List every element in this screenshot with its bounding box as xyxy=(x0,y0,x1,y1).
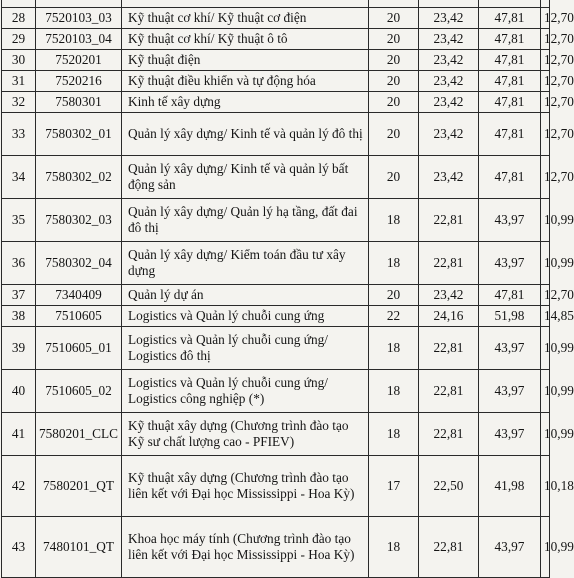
score-value: 23,42 xyxy=(419,113,479,156)
program-name: Kinh tế xây dựng xyxy=(122,92,369,113)
table-row xyxy=(2,71,550,92)
score-value-2: 47,81 xyxy=(479,50,541,71)
program-name: Logistics và Quản lý chuỗi cung ứng/ Logistics đô thị xyxy=(122,327,369,370)
program-code: 7580201_CLC xyxy=(36,413,122,456)
quota-value: 17 xyxy=(369,456,419,517)
quota-value: 20 xyxy=(369,156,419,199)
quota-value: 20 xyxy=(369,113,419,156)
score-value: 23,42 xyxy=(419,8,479,29)
program-name: Quản lý xây dựng/ Kinh tế và quản lý đô thị xyxy=(122,113,369,156)
score-value-2: 47,81 xyxy=(479,285,541,306)
score-value-3: 14,85 xyxy=(541,306,550,327)
program-name: Kỹ thuật xây dựng (Chương trình đào tạo liên kết với Đại học Mississippi - Hoa Kỳ) xyxy=(122,456,369,517)
quota-value: 18 xyxy=(369,242,419,285)
score-value-2: 47,81 xyxy=(479,29,541,50)
table-row xyxy=(2,242,550,285)
score-value-3: 10,99 xyxy=(541,413,550,456)
score-value-3: 10,18 xyxy=(541,456,550,517)
row-index: 42 xyxy=(2,456,36,517)
row-index: 35 xyxy=(2,199,36,242)
program-name: Quản lý dự án xyxy=(122,285,369,306)
table-row xyxy=(2,370,550,413)
program-code: 7480101_QT xyxy=(36,517,122,578)
score-value: 23,42 xyxy=(419,71,479,92)
program-code: 7580302_01 xyxy=(36,113,122,156)
program-code: 7510605_01 xyxy=(36,327,122,370)
quota-value: 18 xyxy=(369,327,419,370)
table-row xyxy=(2,285,550,306)
program-name: Logistics và Quản lý chuỗi cung ứng/ Logistics công nghiệp (*) xyxy=(122,370,369,413)
row-index: 41 xyxy=(2,413,36,456)
program-name: Logistics và Quản lý chuỗi cung ứng xyxy=(122,306,369,327)
score-value: 22,81 xyxy=(419,199,479,242)
score-value-3: 12,70 xyxy=(541,50,550,71)
program-name: Quản lý xây dựng/ Kinh tế và quản lý bất động sản xyxy=(122,156,369,199)
quota-value: 18 xyxy=(369,370,419,413)
score-value-2: 43,97 xyxy=(479,517,541,578)
row-index: 34 xyxy=(2,156,36,199)
score-value-2: 47,81 xyxy=(479,156,541,199)
score-value-3: 12,70 xyxy=(541,29,550,50)
score-value-2: 43,97 xyxy=(479,370,541,413)
row-index: 33 xyxy=(2,113,36,156)
score-value-2: 43,97 xyxy=(479,413,541,456)
score-value-2: 47,81 xyxy=(479,8,541,29)
score-value-2: 47,81 xyxy=(479,113,541,156)
quota-value: 20 xyxy=(369,8,419,29)
program-code: 7580302_02 xyxy=(36,156,122,199)
score-value-3: 10,99 xyxy=(541,517,550,578)
admission-table xyxy=(1,0,574,578)
table-body xyxy=(2,0,574,578)
program-code: 7520103_04 xyxy=(36,29,122,50)
program-name: Quản lý xây dựng/ Quản lý hạ tầng, đất đai đô thị xyxy=(122,199,369,242)
table-top-edge xyxy=(2,0,550,8)
quota-value: 18 xyxy=(369,199,419,242)
table-row xyxy=(2,199,550,242)
quota-value: 18 xyxy=(369,413,419,456)
quota-value: 20 xyxy=(369,92,419,113)
program-code: 7510605 xyxy=(36,306,122,327)
score-value: 22,50 xyxy=(419,456,479,517)
score-value-3: 12,70 xyxy=(541,156,550,199)
row-index: 30 xyxy=(2,50,36,71)
score-value-3: 10,99 xyxy=(541,370,550,413)
program-name: Kỹ thuật điện xyxy=(122,50,369,71)
score-value-3: 12,70 xyxy=(541,92,550,113)
quota-value: 18 xyxy=(369,517,419,578)
quota-value: 20 xyxy=(369,29,419,50)
table-row xyxy=(2,156,550,199)
table-row xyxy=(2,327,550,370)
row-index: 43 xyxy=(2,517,36,578)
score-value-3: 12,70 xyxy=(541,8,550,29)
score-value: 22,81 xyxy=(419,517,479,578)
quota-value: 20 xyxy=(369,71,419,92)
table-row xyxy=(2,517,550,578)
score-value: 23,42 xyxy=(419,92,479,113)
program-code: 7340409 xyxy=(36,285,122,306)
table-row xyxy=(2,113,550,156)
table-row xyxy=(2,456,550,517)
score-value-3: 10,99 xyxy=(541,242,550,285)
score-value-3: 12,70 xyxy=(541,71,550,92)
table-row xyxy=(2,50,550,71)
score-value: 23,42 xyxy=(419,156,479,199)
program-name: Khoa học máy tính (Chương trình đào tạo liên kết với Đại học Mississippi - Hoa Kỳ) xyxy=(122,517,369,578)
score-value: 23,42 xyxy=(419,285,479,306)
table-row xyxy=(2,306,550,327)
program-code: 7580302_04 xyxy=(36,242,122,285)
score-value-2: 43,97 xyxy=(479,327,541,370)
quota-value: 20 xyxy=(369,50,419,71)
program-code: 7580201_QT xyxy=(36,456,122,517)
program-code: 7520216 xyxy=(36,71,122,92)
row-index: 31 xyxy=(2,71,36,92)
program-code: 7510605_02 xyxy=(36,370,122,413)
table-row xyxy=(2,413,550,456)
table-row xyxy=(2,29,550,50)
program-code: 7580301 xyxy=(36,92,122,113)
score-value-3: 10,99 xyxy=(541,199,550,242)
program-name: Kỹ thuật điều khiển và tự động hóa xyxy=(122,71,369,92)
score-value-2: 47,81 xyxy=(479,92,541,113)
score-value-2: 43,97 xyxy=(479,199,541,242)
row-index: 28 xyxy=(2,8,36,29)
score-value: 22,81 xyxy=(419,370,479,413)
score-value-3: 10,99 xyxy=(541,327,550,370)
quota-value: 20 xyxy=(369,285,419,306)
score-value: 23,42 xyxy=(419,50,479,71)
score-value-2: 51,98 xyxy=(479,306,541,327)
program-name: Kỹ thuật xây dựng (Chương trình đào tạo Kỹ sư chất lượng cao - PFIEV) xyxy=(122,413,369,456)
program-code: 7520103_03 xyxy=(36,8,122,29)
score-value-2: 47,81 xyxy=(479,71,541,92)
score-value-2: 41,98 xyxy=(479,456,541,517)
score-value: 24,16 xyxy=(419,306,479,327)
row-index: 37 xyxy=(2,285,36,306)
score-value: 22,81 xyxy=(419,413,479,456)
score-value-3: 12,70 xyxy=(541,113,550,156)
program-name: Quản lý xây dựng/ Kiểm toán đầu tư xây dựng xyxy=(122,242,369,285)
program-name: Kỹ thuật cơ khí/ Kỹ thuật ô tô xyxy=(122,29,369,50)
row-index: 36 xyxy=(2,242,36,285)
row-index: 38 xyxy=(2,306,36,327)
score-value-3: 12,70 xyxy=(541,285,550,306)
score-value-2: 43,97 xyxy=(479,242,541,285)
quota-value: 22 xyxy=(369,306,419,327)
score-value: 22,81 xyxy=(419,327,479,370)
program-name: Kỹ thuật cơ khí/ Kỹ thuật cơ điện xyxy=(122,8,369,29)
row-index: 32 xyxy=(2,92,36,113)
row-index: 29 xyxy=(2,29,36,50)
program-code: 7580302_03 xyxy=(36,199,122,242)
table-row xyxy=(2,8,550,29)
score-value: 23,42 xyxy=(419,29,479,50)
program-code: 7520201 xyxy=(36,50,122,71)
row-index: 39 xyxy=(2,327,36,370)
table-row xyxy=(2,92,550,113)
score-value: 22,81 xyxy=(419,242,479,285)
row-index: 40 xyxy=(2,370,36,413)
